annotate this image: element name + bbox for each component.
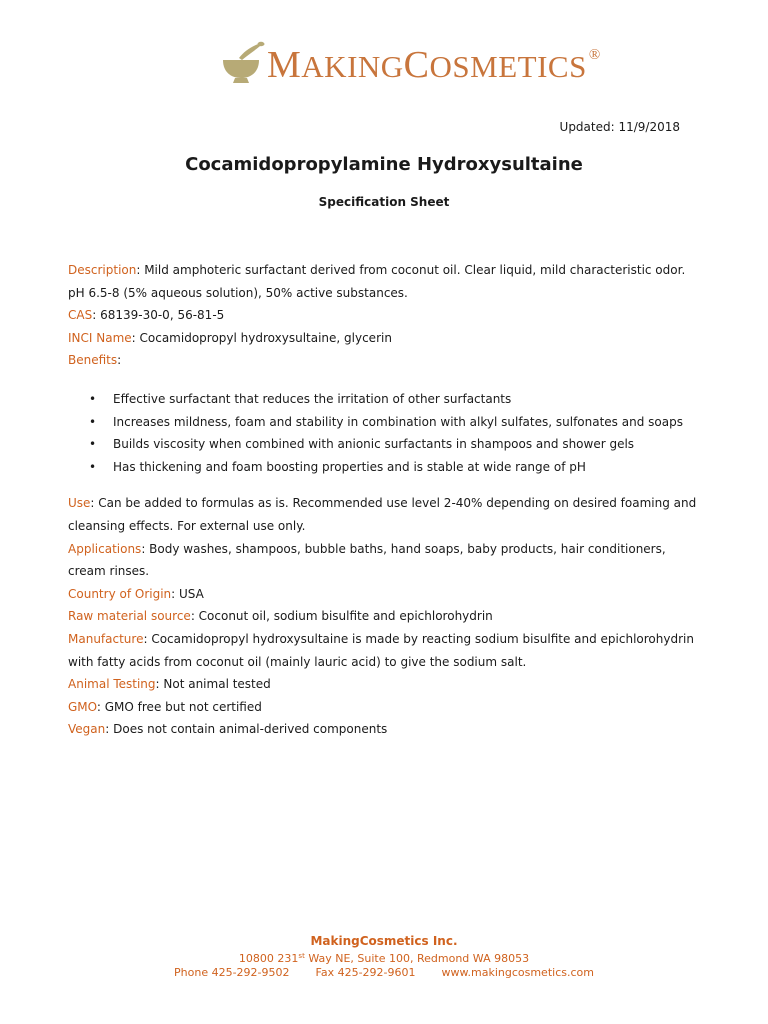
- field-value: : GMO free but not certified: [96, 699, 262, 714]
- field-label: Benefits: [68, 353, 118, 368]
- footer-address: 10800 231st Way NE, Suite 100, Redmond WA 98053: [238, 952, 530, 965]
- updated-date: Updated: 11/9/2018: [559, 120, 680, 134]
- field-value: : Not animal tested: [155, 677, 271, 692]
- field-country-of-origin: [68, 583, 698, 606]
- registered-mark: ®: [588, 47, 601, 63]
- field-value: : Coconut oil, sodium bisulfite and epichlorohydrin: [190, 609, 493, 624]
- field-animal-testing: [68, 673, 698, 696]
- list-item: • Has thickening and foam boosting properties and is stable at wide range of pH: [68, 456, 698, 479]
- field-value: : Body washes, shampoos, bubble baths, hand soaps, baby products, hair conditioners, cream rinses.: [68, 541, 666, 579]
- field-value: : Mild amphoteric surfactant derived from coconut oil. Clear liquid, mild characteristic odor. pH 6.5-8 (5% aqueous solution), 50% active substances.: [68, 263, 686, 300]
- footer-company-name: MakingCosmetics Inc.: [310, 934, 458, 948]
- benefits-list: [68, 388, 698, 478]
- field-description: [68, 259, 698, 304]
- field-value: :: [117, 353, 122, 368]
- field-label: Animal Testing: [68, 677, 156, 692]
- field-label: INCI Name: [68, 330, 132, 345]
- field-label: Applications: [68, 541, 142, 556]
- field-label: GMO: [68, 699, 97, 714]
- field-value: : Cocamidopropyl hydroxysultaine, glycerin: [131, 330, 392, 345]
- field-value: : Cocamidopropyl hydroxysultaine is made by reacting sodium bisulfite and epichlorohydrin with fatty acids from coconut oil (mainly lauric acid) to give the sodium salt.: [68, 631, 694, 669]
- mortar-pestle-icon: [219, 40, 265, 86]
- field-value: : Can be added to formulas as is. Recommended use level 2-40% depending on desired foaming and cleansing effects. For external use only.: [68, 496, 697, 533]
- field-label: Description: [68, 263, 137, 277]
- field-label: Vegan: [68, 722, 106, 737]
- field-label: Raw material source: [68, 609, 191, 624]
- field-inci: [68, 327, 698, 350]
- field-manufacture: [68, 628, 698, 673]
- logo-wordmark: MAKINGCOSMETICS ®: [267, 44, 601, 86]
- field-label: CAS: [68, 308, 93, 323]
- field-raw-material-source: [68, 605, 698, 628]
- specification-body: [68, 259, 698, 741]
- field-label: Country of Origin: [68, 586, 172, 601]
- field-applications: [68, 538, 698, 583]
- field-benefits: [68, 349, 698, 372]
- list-item: • Builds viscosity when combined with anionic surfactants in shampoos and shower gels: [68, 433, 698, 456]
- field-cas: [68, 304, 698, 327]
- list-item: • Increases mildness, foam and stability in combination with alkyl sulfates, sulfonates and soaps: [68, 411, 698, 434]
- document-subtitle: Specification Sheet: [318, 195, 450, 209]
- document-title: Cocamidopropylamine Hydroxysultaine: [185, 154, 583, 175]
- field-value: : Does not contain animal-derived components: [105, 722, 388, 737]
- footer-fax: Fax 425-292-9601: [315, 966, 416, 979]
- field-label: Manufacture: [68, 631, 144, 646]
- page-footer: [0, 934, 768, 980]
- company-logo: [219, 40, 601, 86]
- field-gmo: [68, 696, 698, 719]
- footer-phone: Phone 425-292-9502: [174, 966, 290, 979]
- footer-contact: [0, 966, 768, 980]
- footer-website-link[interactable]: www.makingcosmetics.com: [441, 966, 594, 979]
- field-use: [68, 492, 698, 537]
- field-value: : 68139-30-0, 56-81-5: [92, 308, 225, 323]
- field-label: Use: [68, 496, 91, 511]
- field-value: : USA: [171, 586, 204, 601]
- list-item: • Effective surfactant that reduces the irritation of other surfactants: [68, 388, 698, 411]
- field-vegan: [68, 718, 698, 741]
